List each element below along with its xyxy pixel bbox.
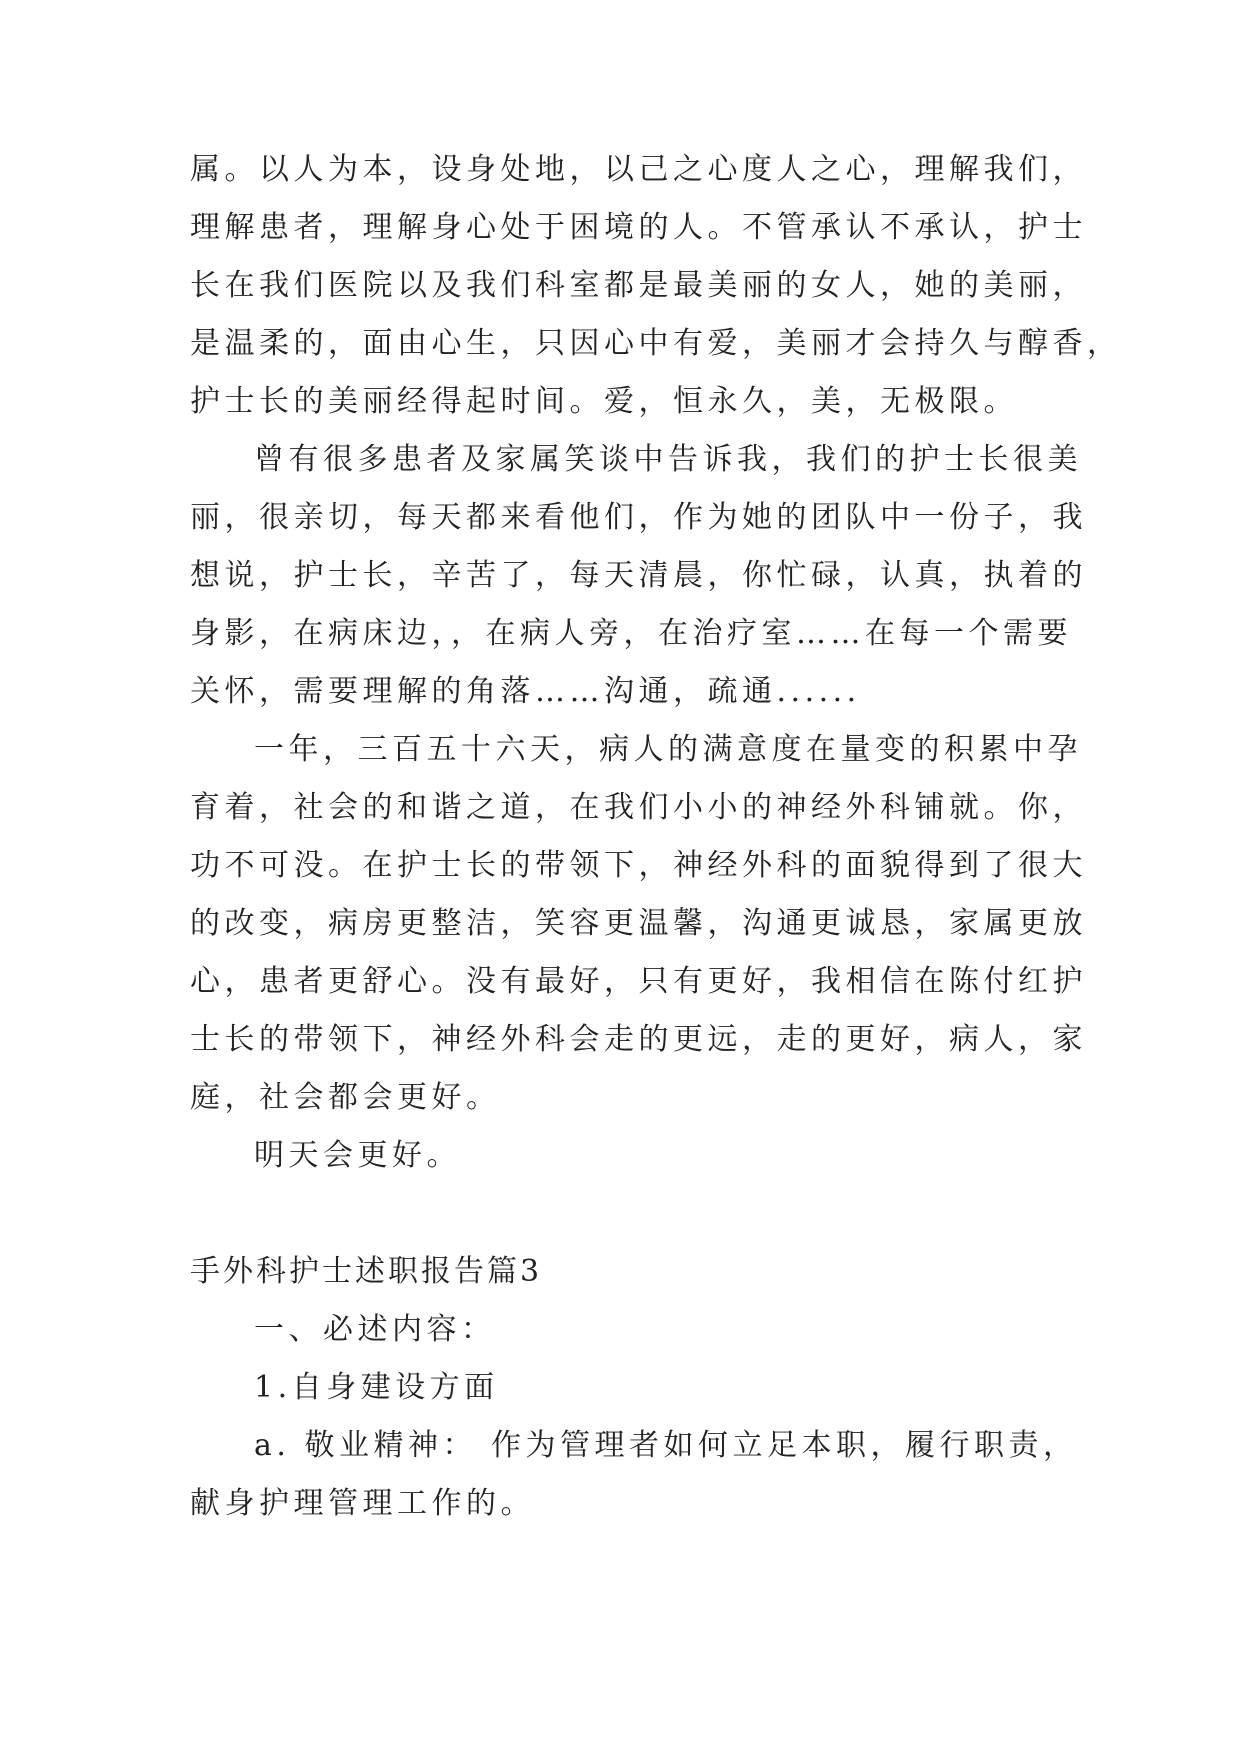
paragraph-line: 士长的带领下，神经外科会走的更远，走的更好，病人，家: [190, 1022, 1087, 1057]
paragraph-line: 身影，在病床边，，在病人旁，在治疗室……在每一个需要: [190, 616, 1072, 651]
paragraph-line: 功不可没。在护士长的带领下，神经外科的面貌得到了很大: [190, 848, 1087, 883]
paragraph-line: 丽，很亲切，每天都来看他们，作为她的团队中一份子，我: [190, 500, 1087, 535]
paragraph-line: 是温柔的，面由心生，只因心中有爱，美丽才会持久与醇香，: [190, 326, 1122, 361]
paragraph-line: 的改变，病房更整洁，笑容更温馨，沟通更诚恳，家属更放: [190, 906, 1087, 941]
paragraph-line: 心，患者更舒心。没有最好，只有更好，我相信在陈付红护: [190, 964, 1087, 999]
paragraph-line: 属。以人为本，设身处地，以己之心度人之心，理解我们，: [190, 152, 1087, 187]
paragraph-line: 一年，三百五十六天，病人的满意度在量变的积累中孕: [254, 732, 1082, 767]
paragraph-line: 护士长的美丽经得起时间。爱，恒永久，美，无极限。: [190, 384, 1018, 419]
paragraph-line: 想说，护士长，辛苦了，每天清晨，你忙碌，认真，执着的: [190, 558, 1087, 593]
paragraph-line: 理解患者，理解身心处于困境的人。不管承认不承认，护士: [190, 210, 1087, 245]
paragraph-line: 明天会更好。: [254, 1138, 461, 1173]
paragraph-line: 庭，社会都会更好。: [190, 1080, 501, 1115]
list-item: 一、必述内容：: [254, 1312, 496, 1347]
paragraph-line: 关怀，需要理解的角落……沟通，疏通......: [190, 674, 861, 709]
list-item: a. 敬业精神： 作为管理者如何立足本职，履行职责，: [254, 1428, 1078, 1463]
paragraph-line: 育着，社会的和谐之道，在我们小小的神经外科铺就。你，: [190, 790, 1087, 825]
list-item: 1.自身建设方面: [254, 1370, 499, 1405]
paragraph-line: 曾有很多患者及家属笑谈中告诉我，我们的护士长很美: [254, 442, 1082, 477]
paragraph-line: 长在我们医院以及我们科室都是最美丽的女人，她的美丽，: [190, 268, 1087, 303]
section-title: 手外科护士述职报告篇3: [190, 1254, 543, 1289]
paragraph-line: 献身护理管理工作的。: [190, 1486, 535, 1521]
